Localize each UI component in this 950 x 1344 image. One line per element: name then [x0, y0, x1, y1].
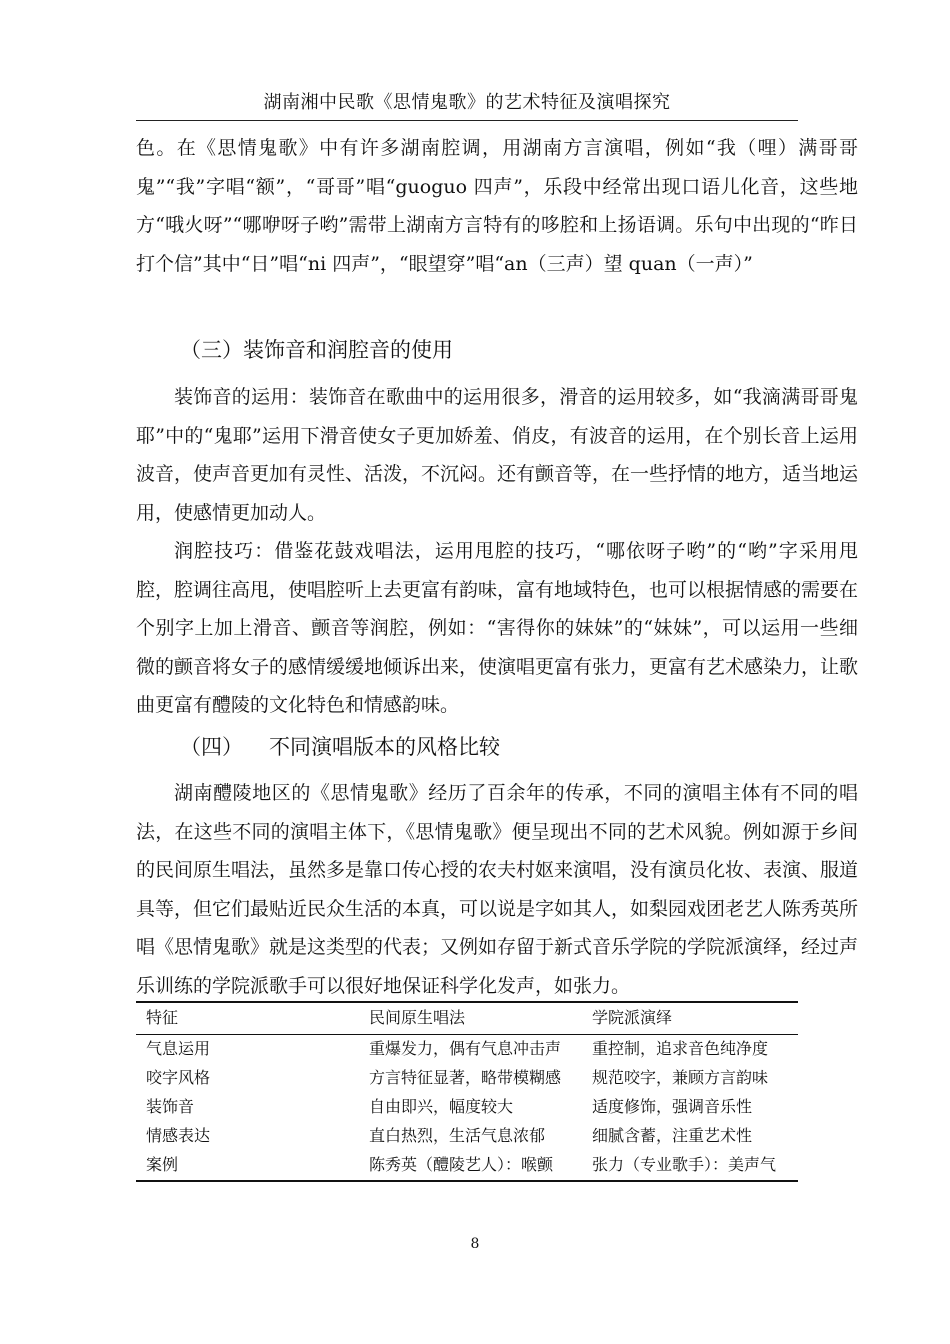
table-row [136, 1064, 798, 1093]
table-row [136, 1122, 798, 1151]
section-3-heading: （三）装饰音和润腔音的使用 [180, 338, 453, 362]
table-cell: 陈秀英（醴陵艺人）：喉颤 [369, 1155, 554, 1174]
table-header-cell: 学院派演绎 [582, 1002, 798, 1035]
table-row [136, 1035, 798, 1065]
comparison-table [136, 1001, 798, 1182]
table-cell: 情感表达 [146, 1126, 211, 1145]
section-4-body [136, 774, 858, 1005]
section-4-number: （四） [180, 735, 243, 759]
page-number: 8 [470, 1236, 480, 1252]
table-cell: 气息运用 [146, 1039, 211, 1058]
table-cell: 装饰音 [146, 1097, 195, 1116]
table-cell: 重控制，追求音色纯净度 [592, 1039, 769, 1058]
section-4-title: 不同演唱版本的风格比较 [269, 735, 500, 759]
table-cell: 规范咬字，兼顾方言韵味 [592, 1068, 769, 1087]
section-3-body [136, 378, 858, 725]
table-cell: 方言特征显著，略带模糊感 [369, 1068, 562, 1087]
table-cell: 案例 [146, 1155, 179, 1174]
table-row [136, 1093, 798, 1122]
table-cell: 咬字风格 [146, 1068, 211, 1087]
intro-paragraph: 色。在《思情鬼歌》中有许多湖南腔调，用湖南方言演唱，例如“我（哩）满哥哥鬼”“我”字唱“额”，“哥哥”唱“guoguo 四声”，乐段中经常出现口语儿化音，这些地方“哦火呀”“哪咿呀子哟”需带上湖南方言特有的哆腔和上扬语调。乐句中出现的“昨日打个信”其中“日”唱“ni 四声”，“眼望穿”唱“an（三声）望 quan（一声）” [136, 137, 858, 275]
table-header-row [136, 1002, 798, 1035]
section-4-heading [180, 731, 500, 761]
table-header-cell: 特征 [136, 1002, 359, 1035]
intro-paragraph-block [136, 129, 858, 283]
runqiang-paragraph: 润腔技巧：借鉴花鼓戏唱法，运用甩腔的技巧，“哪依呀子哟”的“哟”字采用甩腔，腔调往高甩，使唱腔听上去更富有韵味，富有地域特色，也可以根据情感的需要在个别字上加上滑音、颤音等润腔，例如：“害得你的妹妹”的“妹妹”，可以运用一些细微的颤音将女子的感情缓缓地倾诉出来，使演唱更富有张力，更富有艺术感染力，让歌曲更富有醴陵的文化特色和情感韵味。 [136, 540, 859, 716]
running-header: 湖南湘中民歌《思情鬼歌》的艺术特征及演唱探究 [136, 88, 798, 121]
table-cell: 张力（专业歌手）：美声气 [592, 1155, 777, 1174]
table-cell: 直白热烈，生活气息浓郁 [369, 1126, 546, 1145]
table-cell: 适度修饰，强调音乐性 [592, 1097, 753, 1116]
table-header-cell: 民间原生唱法 [359, 1002, 582, 1035]
ornament-paragraph: 装饰音的运用：装饰音在歌曲中的运用很多，滑音的运用较多，如“我滴满哥哥鬼耶”中的“鬼耶”运用下滑音使女子更加娇羞、俏皮，有波音的运用，在个别长音上运用波音，使声音更加有灵性、活泼，不沉闷。还有颤音等，在一些抒情的地方，适当地运用，使感情更加动人。 [136, 386, 859, 524]
table-cell: 自由即兴，幅度较大 [369, 1097, 514, 1116]
table-cell: 细腻含蓄，注重艺术性 [592, 1126, 753, 1145]
version-comparison-paragraph: 湖南醴陵地区的《思情鬼歌》经历了百余年的传承，不同的演唱主体有不同的唱法，在这些不同的演唱主体下，《思情鬼歌》便呈现出不同的艺术风貌。例如源于乡间的民间原生唱法，虽然多是靠口传心授的农夫村妪来演唱，没有演员化妆、表演、服道具等，但它们最贴近民众生活的本真，可以说是字如其人，如梨园戏团老艺人陈秀英所唱《思情鬼歌》就是这类型的代表；又例如存留于新式音乐学院的学院派演绎，经过声乐训练的学院派歌手可以很好地保证科学化发声，如张力。 [136, 782, 859, 997]
table-row [136, 1151, 798, 1181]
table-cell: 重爆发力，偶有气息冲击声 [369, 1039, 562, 1058]
